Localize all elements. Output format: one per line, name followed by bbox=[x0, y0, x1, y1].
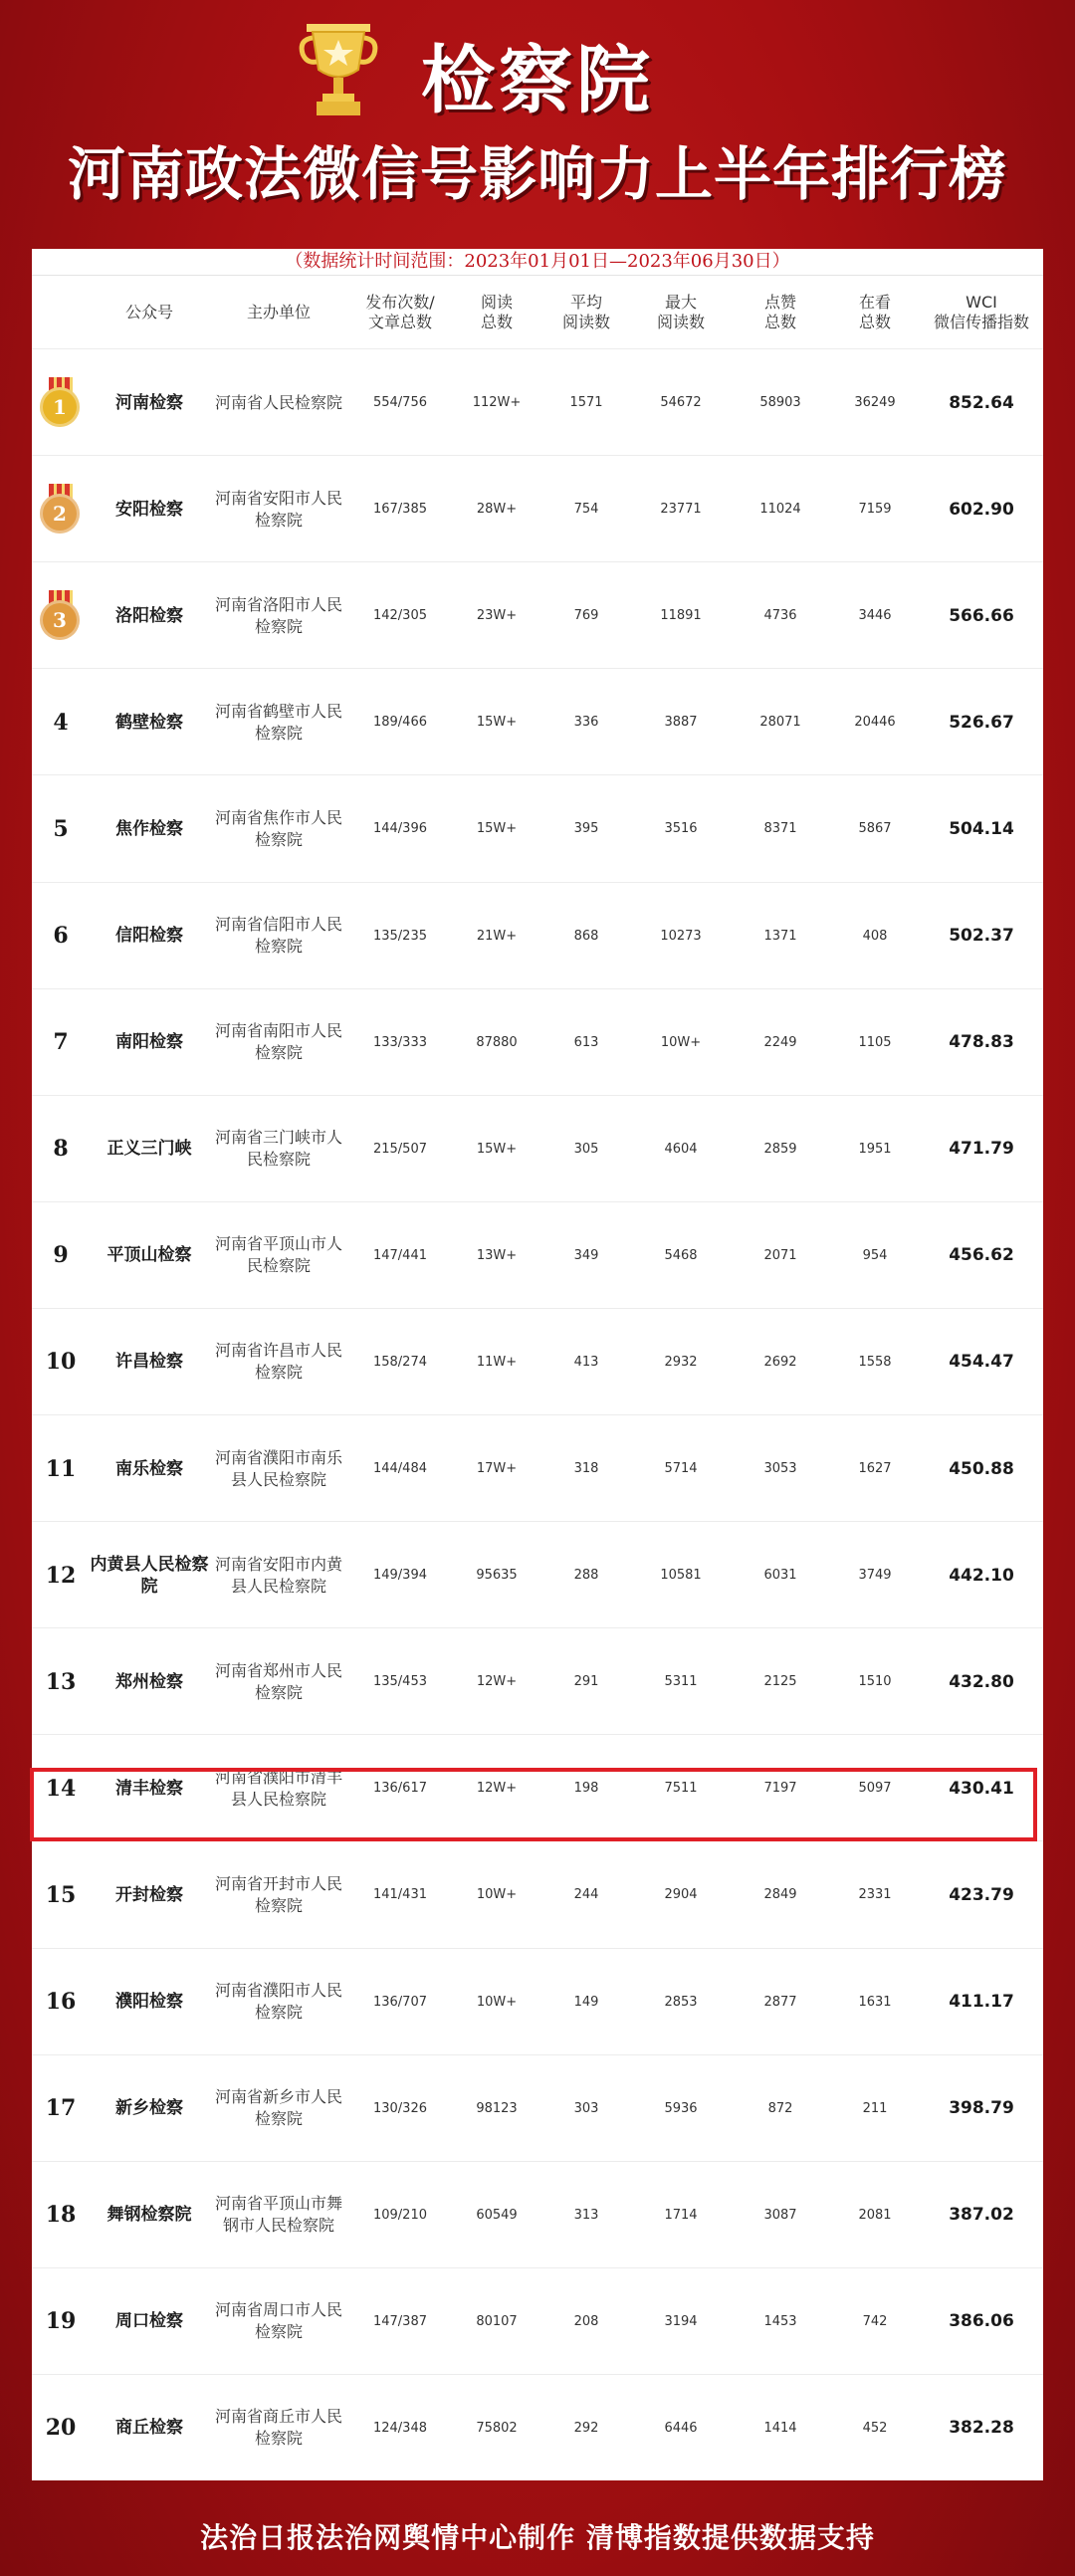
cell-unit: 河南省新乡市人民检察院 bbox=[214, 2087, 342, 2129]
cell-wci: 398.79 bbox=[949, 2098, 1014, 2119]
cell-likes: 2249 bbox=[763, 1034, 797, 1050]
table-row bbox=[32, 1414, 1043, 1522]
cell-avg: 1571 bbox=[569, 395, 603, 411]
cell-reads: 60549 bbox=[476, 2207, 518, 2223]
cell-likes: 8371 bbox=[763, 821, 797, 837]
page-subtitle: 河南政法微信号影响力上半年排行榜 bbox=[67, 140, 1007, 208]
cell-rank: 10 bbox=[45, 1349, 77, 1376]
column-header-max: 最大 阅读数 bbox=[656, 293, 705, 331]
cell-unit: 河南省安阳市人民检察院 bbox=[214, 488, 342, 530]
cell-account: 鹤壁检察 bbox=[115, 712, 183, 733]
cell-account: 新乡检察 bbox=[115, 2098, 183, 2119]
cell-unit: 河南省平顶山市舞钢市人民检察院 bbox=[214, 2194, 342, 2236]
table-row bbox=[32, 561, 1043, 669]
cell-posts: 133/333 bbox=[372, 1034, 427, 1050]
cell-avg: 754 bbox=[573, 502, 599, 518]
column-header-unit: 主办单位 bbox=[246, 303, 311, 322]
cell-watching: 1105 bbox=[858, 1034, 892, 1050]
cell-wci: 602.90 bbox=[949, 499, 1014, 520]
cell-wci: 430.41 bbox=[949, 1778, 1014, 1799]
column-header-wci: WCI 微信传播指数 bbox=[933, 293, 1029, 331]
cell-watching: 3446 bbox=[858, 608, 892, 624]
cell-reads: 15W+ bbox=[476, 1141, 518, 1157]
cell-account: 南乐检察 bbox=[115, 1458, 183, 1479]
cell-wci: 442.10 bbox=[949, 1565, 1014, 1586]
cell-rank: 6 bbox=[53, 923, 69, 950]
cell-account: 濮阳检察 bbox=[115, 1992, 183, 2013]
cell-watching: 408 bbox=[862, 928, 888, 944]
table-row bbox=[32, 774, 1043, 882]
rank-number: 2 bbox=[40, 494, 80, 534]
cell-avg: 395 bbox=[573, 821, 599, 837]
cell-posts: 109/210 bbox=[372, 2207, 427, 2223]
cell-watching: 1627 bbox=[858, 1461, 892, 1477]
cell-unit: 河南省信阳市人民检察院 bbox=[214, 915, 342, 957]
cell-max: 5311 bbox=[664, 1674, 698, 1690]
cell-posts: 144/484 bbox=[372, 1461, 427, 1477]
cell-avg: 291 bbox=[573, 1674, 599, 1690]
cell-likes: 11024 bbox=[759, 502, 801, 518]
cell-max: 1714 bbox=[664, 2207, 698, 2223]
cell-reads: 10W+ bbox=[476, 1994, 518, 2010]
cell-reads: 10W+ bbox=[476, 1887, 518, 1903]
cell-likes: 3053 bbox=[763, 1461, 797, 1477]
cell-unit: 河南省濮阳市南乐县人民检察院 bbox=[214, 1447, 342, 1489]
page-title: 检察院 bbox=[421, 38, 654, 123]
cell-avg: 413 bbox=[573, 1354, 599, 1370]
table-row bbox=[32, 882, 1043, 989]
cell-unit: 河南省濮阳市清丰县人民检察院 bbox=[214, 1767, 342, 1809]
table-row bbox=[32, 1521, 1043, 1628]
cell-likes: 3087 bbox=[763, 2207, 797, 2223]
cell-account: 平顶山检察 bbox=[107, 1245, 192, 1266]
cell-reads: 95635 bbox=[476, 1568, 518, 1584]
cell-max: 5468 bbox=[664, 1247, 698, 1263]
column-header-account: 公众号 bbox=[124, 303, 173, 322]
cell-avg: 208 bbox=[573, 2313, 599, 2329]
cell-likes: 7197 bbox=[763, 1781, 797, 1797]
cell-account: 焦作检察 bbox=[115, 818, 183, 839]
cell-reads: 17W+ bbox=[476, 1461, 518, 1477]
cell-rank: 18 bbox=[45, 2202, 77, 2229]
cell-likes: 1453 bbox=[763, 2313, 797, 2329]
cell-watching: 2081 bbox=[858, 2207, 892, 2223]
cell-unit: 河南省人民检察院 bbox=[214, 392, 342, 412]
cell-reads: 75802 bbox=[476, 2420, 518, 2436]
cell-unit: 河南省焦作市人民检察院 bbox=[214, 807, 342, 849]
cell-unit: 河南省许昌市人民检察院 bbox=[214, 1341, 342, 1383]
cell-posts: 167/385 bbox=[372, 502, 427, 518]
cell-rank: 7 bbox=[53, 1029, 69, 1056]
cell-posts: 142/305 bbox=[372, 608, 427, 624]
cell-watching: 954 bbox=[862, 1247, 888, 1263]
cell-unit: 河南省郑州市人民检察院 bbox=[214, 1660, 342, 1702]
table-row bbox=[32, 2161, 1043, 2268]
cell-wci: 456.62 bbox=[949, 1245, 1014, 1266]
cell-reads: 23W+ bbox=[476, 608, 518, 624]
column-header-avg: 平均 阅读数 bbox=[561, 293, 610, 331]
cell-reads: 28W+ bbox=[476, 502, 518, 518]
cell-posts: 189/466 bbox=[372, 715, 427, 731]
rank-medal bbox=[32, 349, 90, 456]
cell-avg: 244 bbox=[573, 1887, 599, 1903]
cell-account: 许昌检察 bbox=[115, 1352, 183, 1373]
table-row bbox=[32, 2374, 1043, 2481]
cell-rank: 15 bbox=[45, 1881, 77, 1908]
medal-icon bbox=[39, 484, 83, 536]
cell-wci: 423.79 bbox=[949, 1884, 1014, 1905]
cell-unit: 河南省开封市人民检察院 bbox=[214, 1873, 342, 1915]
cell-wci: 386.06 bbox=[949, 2311, 1014, 2332]
cell-rank: 13 bbox=[45, 1668, 77, 1695]
cell-watching: 452 bbox=[862, 2420, 888, 2436]
cell-posts: 147/387 bbox=[372, 2313, 427, 2329]
cell-watching: 1631 bbox=[858, 1994, 892, 2010]
rank-medal bbox=[32, 456, 90, 562]
rank-number: 3 bbox=[40, 600, 80, 640]
cell-avg: 292 bbox=[573, 2420, 599, 2436]
cell-unit: 河南省安阳市内黄县人民检察院 bbox=[214, 1554, 342, 1596]
cell-unit: 河南省濮阳市人民检察院 bbox=[214, 1981, 342, 2023]
cell-account: 河南检察 bbox=[115, 392, 183, 413]
cell-avg: 303 bbox=[573, 2100, 599, 2116]
cell-wci: 478.83 bbox=[949, 1032, 1014, 1053]
cell-rank: 16 bbox=[45, 1989, 77, 2016]
cell-avg: 769 bbox=[573, 608, 599, 624]
table-row bbox=[32, 1627, 1043, 1735]
cell-wci: 450.88 bbox=[949, 1458, 1014, 1479]
cell-max: 10273 bbox=[660, 928, 702, 944]
cell-rank: 8 bbox=[53, 1136, 69, 1163]
cell-avg: 868 bbox=[573, 928, 599, 944]
cell-avg: 149 bbox=[573, 1994, 599, 2010]
cell-avg: 613 bbox=[573, 1034, 599, 1050]
table-row bbox=[32, 1840, 1043, 1948]
column-header-reads: 阅读 总数 bbox=[480, 293, 513, 331]
highlight-box bbox=[30, 1768, 1037, 1841]
cell-wci: 504.14 bbox=[949, 818, 1014, 839]
cell-reads: 87880 bbox=[476, 1034, 518, 1050]
cell-max: 5714 bbox=[664, 1461, 698, 1477]
cell-unit: 河南省三门峡市人民检察院 bbox=[214, 1128, 342, 1170]
cell-rank: 5 bbox=[53, 815, 69, 842]
cell-wci: 852.64 bbox=[949, 392, 1014, 413]
cell-watching: 211 bbox=[862, 2100, 888, 2116]
cell-account: 内黄县人民检察院 bbox=[90, 1554, 209, 1597]
cell-avg: 336 bbox=[573, 715, 599, 731]
cell-wci: 454.47 bbox=[949, 1352, 1014, 1373]
table-row bbox=[32, 988, 1043, 1096]
cell-reads: 12W+ bbox=[476, 1674, 518, 1690]
cell-watching: 36249 bbox=[854, 395, 896, 411]
table-row bbox=[32, 2054, 1043, 2162]
cell-avg: 288 bbox=[573, 1568, 599, 1584]
cell-watching: 7159 bbox=[858, 502, 892, 518]
cell-account: 安阳检察 bbox=[115, 499, 183, 520]
cell-max: 2932 bbox=[664, 1354, 698, 1370]
cell-reads: 11W+ bbox=[476, 1354, 518, 1370]
cell-wci: 502.37 bbox=[949, 926, 1014, 947]
cell-rank: 11 bbox=[45, 1455, 77, 1482]
cell-posts: 135/453 bbox=[372, 1674, 427, 1690]
cell-likes: 2692 bbox=[763, 1354, 797, 1370]
cell-posts: 135/235 bbox=[372, 928, 427, 944]
cell-avg: 318 bbox=[573, 1461, 599, 1477]
cell-max: 11891 bbox=[660, 608, 702, 624]
cell-likes: 2125 bbox=[763, 1674, 797, 1690]
cell-account: 商丘检察 bbox=[115, 2418, 183, 2439]
cell-unit: 河南省南阳市人民检察院 bbox=[214, 1021, 342, 1063]
cell-likes: 2859 bbox=[763, 1141, 797, 1157]
column-header-likes: 点赞 总数 bbox=[763, 293, 796, 331]
cell-reads: 12W+ bbox=[476, 1781, 518, 1797]
cell-wci: 387.02 bbox=[949, 2205, 1014, 2226]
rank-number: 1 bbox=[40, 387, 80, 427]
cell-avg: 349 bbox=[573, 1247, 599, 1263]
cell-avg: 313 bbox=[573, 2207, 599, 2223]
cell-likes: 872 bbox=[767, 2100, 793, 2116]
cell-posts: 144/396 bbox=[372, 821, 427, 837]
cell-rank: 9 bbox=[53, 1242, 69, 1269]
cell-watching: 2331 bbox=[858, 1887, 892, 1903]
medal-icon bbox=[39, 377, 83, 429]
cell-wci: 471.79 bbox=[949, 1139, 1014, 1160]
cell-wci: 526.67 bbox=[949, 712, 1014, 733]
cell-likes: 6031 bbox=[763, 1568, 797, 1584]
cell-watching: 3749 bbox=[858, 1568, 892, 1584]
cell-avg: 198 bbox=[573, 1781, 599, 1797]
cell-posts: 554/756 bbox=[372, 395, 427, 411]
cell-max: 4604 bbox=[664, 1141, 698, 1157]
cell-account: 正义三门峡 bbox=[107, 1139, 192, 1160]
cell-likes: 28071 bbox=[759, 715, 801, 731]
cell-posts: 149/394 bbox=[372, 1568, 427, 1584]
cell-likes: 2849 bbox=[763, 1887, 797, 1903]
cell-unit: 河南省洛阳市人民检察院 bbox=[214, 594, 342, 636]
cell-rank: 4 bbox=[53, 709, 69, 736]
cell-max: 10W+ bbox=[660, 1034, 702, 1050]
cell-account: 郑州检察 bbox=[115, 1671, 183, 1692]
cell-posts: 215/507 bbox=[372, 1141, 427, 1157]
cell-max: 7511 bbox=[664, 1781, 698, 1797]
column-header-watching: 在看 总数 bbox=[858, 293, 891, 331]
cell-rank: 12 bbox=[45, 1562, 77, 1589]
cell-watching: 742 bbox=[862, 2313, 888, 2329]
cell-watching: 20446 bbox=[854, 715, 896, 731]
cell-likes: 1414 bbox=[763, 2420, 797, 2436]
cell-max: 23771 bbox=[660, 502, 702, 518]
cell-account: 周口检察 bbox=[115, 2311, 183, 2332]
cell-account: 舞钢检察院 bbox=[107, 2205, 192, 2226]
cell-wci: 382.28 bbox=[949, 2418, 1014, 2439]
cell-watching: 5867 bbox=[858, 821, 892, 837]
table-row bbox=[32, 1948, 1043, 2055]
cell-max: 2904 bbox=[664, 1887, 698, 1903]
cell-posts: 158/274 bbox=[372, 1354, 427, 1370]
column-header-posts: 发布次数/ 文章总数 bbox=[365, 293, 435, 331]
cell-account: 洛阳检察 bbox=[115, 605, 183, 626]
cell-reads: 15W+ bbox=[476, 821, 518, 837]
cell-max: 3887 bbox=[664, 715, 698, 731]
table-row bbox=[32, 348, 1043, 456]
cell-reads: 13W+ bbox=[476, 1247, 518, 1263]
cell-account: 清丰检察 bbox=[115, 1778, 183, 1799]
cell-max: 6446 bbox=[664, 2420, 698, 2436]
cell-account: 开封检察 bbox=[115, 1884, 183, 1905]
cell-posts: 130/326 bbox=[372, 2100, 427, 2116]
cell-posts: 124/348 bbox=[372, 2420, 427, 2436]
cell-max: 3516 bbox=[664, 821, 698, 837]
footer-credit: 法治日报法治网舆情中心制作 清博指数提供数据支持 bbox=[200, 2521, 875, 2554]
table-row bbox=[32, 2267, 1043, 2375]
table-row bbox=[32, 455, 1043, 562]
table-header bbox=[32, 287, 1043, 338]
cell-likes: 2877 bbox=[763, 1994, 797, 2010]
cell-reads: 15W+ bbox=[476, 715, 518, 731]
medal-icon bbox=[39, 590, 83, 642]
cell-unit: 河南省鹤壁市人民检察院 bbox=[214, 701, 342, 743]
cell-max: 5936 bbox=[664, 2100, 698, 2116]
cell-watching: 5097 bbox=[858, 1781, 892, 1797]
cell-avg: 305 bbox=[573, 1141, 599, 1157]
cell-rank: 14 bbox=[45, 1775, 77, 1802]
cell-unit: 河南省平顶山市人民检察院 bbox=[214, 1234, 342, 1276]
rank-medal bbox=[32, 562, 90, 669]
cell-likes: 1371 bbox=[763, 928, 797, 944]
cell-posts: 147/441 bbox=[372, 1247, 427, 1263]
ranking-table bbox=[32, 249, 1043, 2480]
cell-reads: 80107 bbox=[476, 2313, 518, 2329]
table-row bbox=[32, 668, 1043, 775]
cell-reads: 112W+ bbox=[472, 395, 522, 411]
cell-max: 10581 bbox=[660, 1568, 702, 1584]
cell-posts: 136/617 bbox=[372, 1781, 427, 1797]
table-row bbox=[32, 1201, 1043, 1309]
cell-reads: 21W+ bbox=[476, 928, 518, 944]
cell-likes: 58903 bbox=[759, 395, 801, 411]
cell-watching: 1951 bbox=[858, 1141, 892, 1157]
period-note: （数据统计时间范围：2023年01月01日—2023年06月30日） bbox=[32, 249, 1043, 276]
cell-account: 信阳检察 bbox=[115, 926, 183, 947]
cell-wci: 411.17 bbox=[949, 1992, 1014, 2013]
cell-reads: 98123 bbox=[476, 2100, 518, 2116]
cell-account: 南阳检察 bbox=[115, 1032, 183, 1053]
cell-rank: 19 bbox=[45, 2308, 77, 2335]
cell-max: 2853 bbox=[664, 1994, 698, 2010]
cell-rank: 20 bbox=[45, 2415, 77, 2442]
cell-watching: 1510 bbox=[858, 1674, 892, 1690]
table-row bbox=[32, 1308, 1043, 1415]
cell-wci: 566.66 bbox=[949, 605, 1014, 626]
cell-rank: 17 bbox=[45, 2095, 77, 2122]
cell-max: 54672 bbox=[660, 395, 702, 411]
table-row bbox=[32, 1095, 1043, 1202]
cell-max: 3194 bbox=[664, 2313, 698, 2329]
cell-posts: 136/707 bbox=[372, 1994, 427, 2010]
cell-unit: 河南省商丘市人民检察院 bbox=[214, 2407, 342, 2449]
cell-likes: 4736 bbox=[763, 608, 797, 624]
cell-wci: 432.80 bbox=[949, 1671, 1014, 1692]
cell-watching: 1558 bbox=[858, 1354, 892, 1370]
cell-posts: 141/431 bbox=[372, 1887, 427, 1903]
cell-likes: 2071 bbox=[763, 1247, 797, 1263]
cell-unit: 河南省周口市人民检察院 bbox=[214, 2300, 342, 2342]
